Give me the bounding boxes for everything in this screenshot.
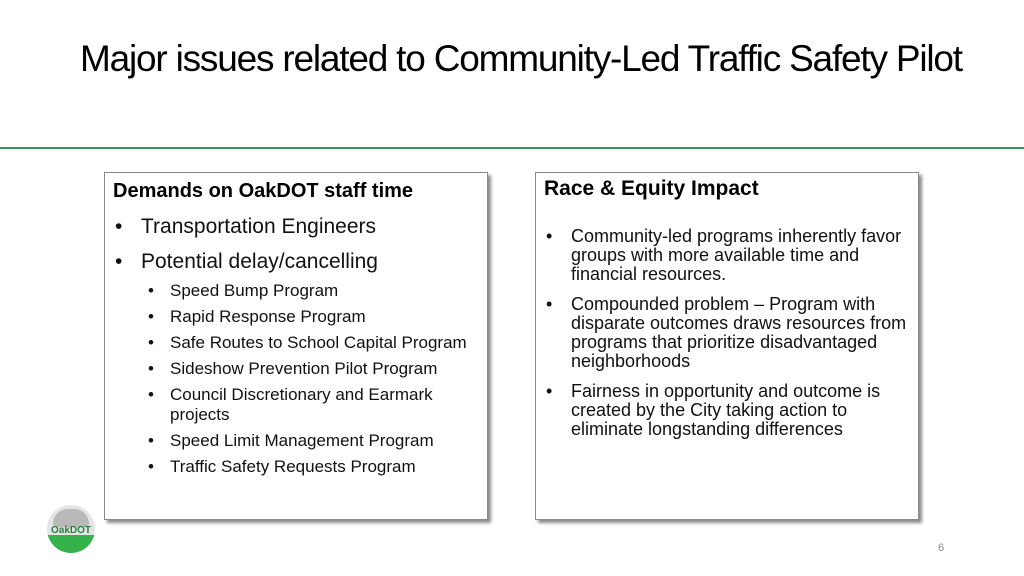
title-divider (0, 147, 1024, 149)
oakdot-logo-icon (47, 505, 95, 553)
list-item-label: Potential delay/cancelling (141, 250, 378, 273)
list-item: • Community-led programs inherently favor groups with more available time and financial resources. (544, 227, 910, 284)
staff-time-list (113, 214, 479, 275)
staff-time-box (104, 172, 488, 520)
logo-green-band (47, 535, 95, 553)
sublist-item: • Traffic Safety Requests Program (113, 457, 479, 477)
sublist-item: • Sideshow Prevention Pilot Program (113, 359, 479, 379)
sublist-item: • Rapid Response Program (113, 307, 479, 327)
equity-impact-box (535, 172, 919, 520)
page-number: 6 (938, 542, 945, 554)
slide-title: Major issues related to Community-Led Traffic Safety Pilot (80, 38, 962, 79)
sublist-item: • Safe Routes to School Capital Program (113, 333, 479, 353)
sublist-item: • Speed Bump Program (113, 281, 479, 301)
sublist-item: • Council Discretionary and Earmark projects (113, 385, 479, 425)
list-item: • Transportation Engineers (113, 214, 479, 240)
program-sublist (113, 281, 479, 477)
list-item: • Compounded problem – Program with disparate outcomes draws resources from programs that prioritize disadvantaged neighborhoods (544, 295, 910, 371)
equity-impact-list (544, 227, 910, 439)
logo-text: OakDOT (50, 525, 91, 536)
list-item (113, 249, 479, 275)
equity-impact-heading: Race & Equity Impact (544, 177, 759, 200)
list-item: • Fairness in opportunity and outcome is created by the City taking action to eliminate longstanding differences (544, 382, 910, 439)
sublist-item: • Speed Limit Management Program (113, 431, 479, 451)
staff-time-heading: Demands on OakDOT staff time (113, 180, 414, 202)
